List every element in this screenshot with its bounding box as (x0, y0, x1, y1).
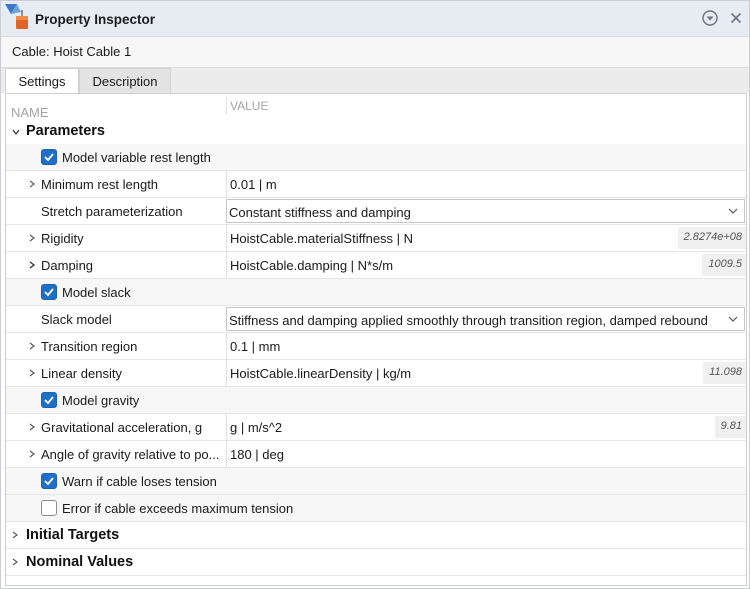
value-field-angle-of-gravity[interactable] (226, 441, 746, 467)
computed-value: 9.81 (715, 416, 746, 438)
property-value: HoistCable.materialStiffness | N (230, 231, 414, 246)
group-initial-targets[interactable] (6, 522, 746, 549)
property-name: Angle of gravity relative to po... (41, 447, 220, 462)
chevron-right-icon[interactable] (11, 558, 19, 566)
chevron-right-icon[interactable] (28, 450, 36, 458)
chevron-right-icon[interactable] (28, 261, 36, 269)
checkbox-warn-loses-tension[interactable] (41, 473, 57, 489)
property-value: HoistCable.damping | N*s/m (230, 258, 394, 273)
property-value: 0.01 | m (230, 177, 277, 192)
subtitle-row (1, 37, 749, 68)
row-model-gravity (6, 387, 746, 414)
chevron-down-icon[interactable] (12, 128, 20, 136)
value-field-minimum-rest-length[interactable] (226, 171, 746, 197)
checkbox-label: Model variable rest length (62, 150, 211, 165)
value-field-rigidity[interactable] (226, 225, 746, 251)
window-title: Property Inspector (35, 12, 156, 27)
property-value: 180 | deg (230, 447, 284, 462)
checkbox-error-max-tension[interactable] (41, 500, 57, 516)
property-name: Transition region (41, 339, 138, 354)
property-name: Slack model (41, 312, 112, 327)
value-field-damping[interactable] (226, 252, 746, 278)
column-header-value: VALUE (230, 99, 269, 113)
chevron-right-icon[interactable] (28, 234, 36, 242)
group-nominal-values[interactable] (6, 549, 746, 576)
check-icon (42, 285, 56, 299)
value-cell (226, 198, 746, 224)
row-stretch-parameterization (6, 198, 746, 225)
group-label-nominal-values: Nominal Values (26, 554, 134, 570)
computed-value: 2.8274e+08 (678, 227, 746, 249)
property-name: Rigidity (41, 231, 84, 246)
row-transition-region (6, 333, 746, 360)
property-value: g | m/s^2 (230, 420, 283, 435)
property-value: HoistCable.linearDensity | kg/m (230, 366, 412, 381)
row-damping (6, 252, 746, 279)
row-linear-density (6, 360, 746, 387)
group-parameters[interactable] (6, 118, 746, 145)
close-icon[interactable] (727, 9, 745, 27)
check-icon (42, 150, 56, 164)
checkbox-label: Model slack (62, 285, 131, 300)
column-header-name: NAME (11, 105, 49, 120)
property-name: Minimum rest length (41, 177, 159, 192)
chevron-right-icon[interactable] (28, 180, 36, 188)
row-warn-loses-tension (6, 468, 746, 495)
chevron-down-icon (728, 207, 738, 215)
dropdown-stretch-parameterization[interactable] (226, 199, 745, 223)
checkbox-model-gravity[interactable] (41, 392, 57, 408)
computed-value: 11.098 (703, 362, 746, 384)
app-cube-icon (3, 2, 31, 32)
checkbox-label: Model gravity (62, 393, 140, 408)
group-label-initial-targets: Initial Targets (26, 527, 120, 543)
value-field-linear-density[interactable] (226, 360, 746, 386)
value-field-transition-region[interactable] (226, 333, 746, 359)
property-name: Linear density (41, 366, 122, 381)
property-name: Gravitational acceleration, g (41, 420, 203, 435)
row-angle-of-gravity (6, 441, 746, 468)
row-model-variable-rest-length (6, 144, 746, 171)
dropdown-value: Stiffness and damping applied smoothly through transition region, damped rebound (229, 313, 708, 328)
value-cell (226, 306, 746, 332)
tab-settings[interactable]: Settings (5, 68, 79, 94)
property-name: Damping (41, 258, 94, 273)
property-table (5, 93, 747, 586)
group-label-parameters: Parameters (26, 123, 105, 139)
row-gravitational-acceleration (6, 414, 746, 441)
chevron-down-icon (728, 315, 738, 323)
tab-description[interactable]: Description (79, 68, 171, 93)
chevron-right-icon[interactable] (28, 369, 36, 377)
checkbox-model-variable-rest-length[interactable] (41, 149, 57, 165)
value-field-gravitational-acceleration[interactable] (226, 414, 746, 440)
column-divider (226, 97, 227, 115)
chevron-right-icon[interactable] (28, 342, 36, 350)
check-icon (42, 474, 56, 488)
check-icon (42, 393, 56, 407)
dropdown-slack-model[interactable] (226, 307, 745, 331)
row-minimum-rest-length (6, 171, 746, 198)
row-model-slack (6, 279, 746, 306)
property-name: Stretch parameterization (41, 204, 183, 219)
row-slack-model (6, 306, 746, 333)
block-subtitle: Cable: Hoist Cable 1 (12, 44, 132, 59)
chevron-down-circle-icon[interactable] (701, 9, 719, 27)
computed-value: 1009.5 (702, 254, 746, 276)
tab-bar (1, 68, 749, 93)
checkbox-model-slack[interactable] (41, 284, 57, 300)
property-value: 0.1 | mm (230, 339, 281, 354)
checkbox-label: Error if cable exceeds maximum tension (62, 501, 294, 516)
title-bar (1, 1, 749, 37)
row-rigidity (6, 225, 746, 252)
checkbox-label: Warn if cable loses tension (62, 474, 217, 489)
row-error-max-tension (6, 495, 746, 522)
chevron-right-icon[interactable] (28, 423, 36, 431)
dropdown-value: Constant stiffness and damping (229, 205, 411, 220)
chevron-right-icon[interactable] (11, 531, 19, 539)
